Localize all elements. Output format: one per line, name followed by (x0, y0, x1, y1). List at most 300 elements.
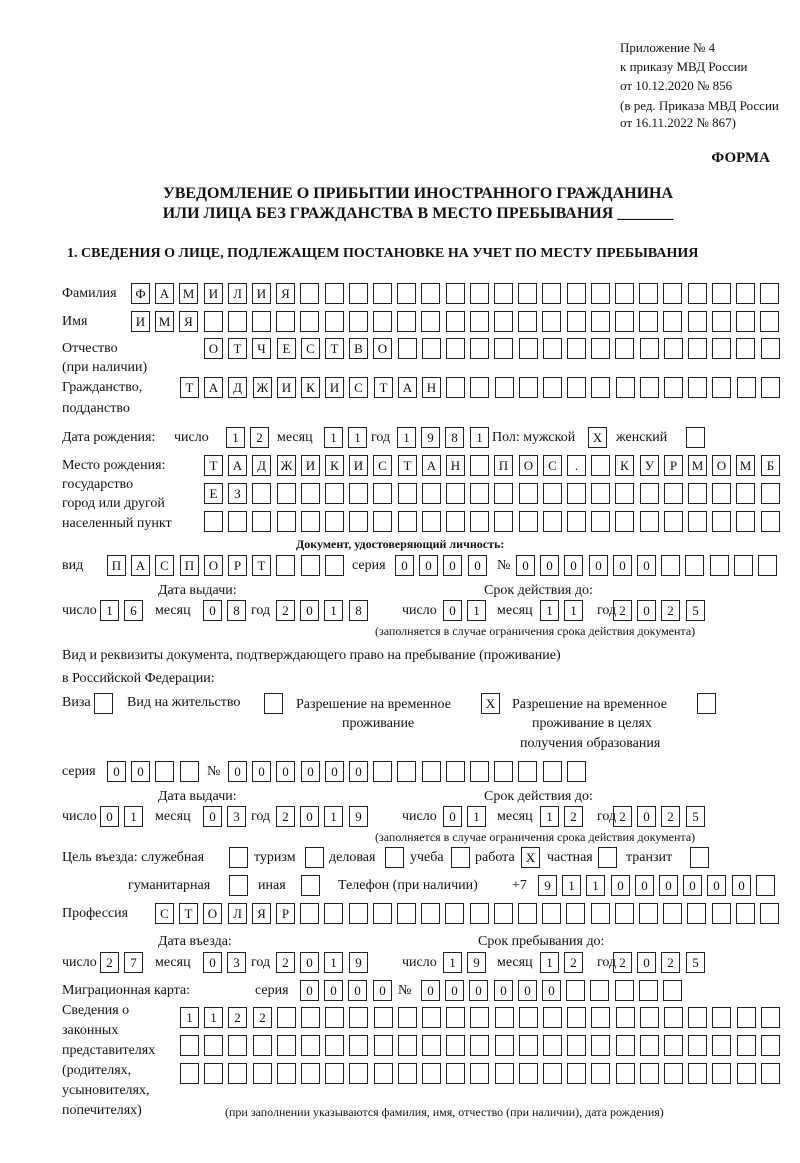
char-box (616, 1035, 635, 1056)
char-box (349, 1007, 368, 1028)
char-box (761, 483, 780, 504)
female-label: женский (616, 430, 668, 445)
transit-label: транзит (626, 850, 673, 865)
char-box (685, 555, 704, 576)
char-box: О (373, 338, 392, 359)
char-box (421, 311, 440, 332)
char-box (737, 1035, 756, 1056)
char-box (495, 377, 514, 398)
char-box: 0 (252, 761, 271, 782)
char-box: 1 (204, 1007, 223, 1028)
char-box (615, 980, 634, 1001)
char-box: И (301, 455, 320, 476)
char-box: Т (252, 555, 271, 576)
char-box (591, 311, 610, 332)
char-box: 1 (470, 427, 489, 448)
char-box (761, 1063, 780, 1084)
char-box (737, 1007, 756, 1028)
char-box: 0 (683, 875, 702, 896)
char-box (761, 338, 780, 359)
char-box (616, 377, 635, 398)
char-box (591, 1007, 610, 1028)
char-box: Р (664, 455, 683, 476)
char-box: И (277, 377, 296, 398)
char-box (276, 555, 295, 576)
char-box: 1 (348, 427, 367, 448)
char-box: 5 (686, 952, 705, 973)
char-box (712, 283, 731, 304)
char-box (470, 455, 489, 476)
char-box (446, 761, 465, 782)
char-box: М (179, 283, 198, 304)
char-box (422, 511, 441, 532)
char-box (712, 1035, 731, 1056)
char-box (155, 761, 174, 782)
char-box (228, 311, 247, 332)
char-box: Ф (131, 283, 150, 304)
study-label: учеба (410, 850, 444, 865)
char-box: Ч (252, 338, 271, 359)
char-box: 0 (443, 600, 462, 621)
char-box: Р (228, 555, 247, 576)
char-box (446, 1035, 465, 1056)
char-box: 0 (419, 555, 438, 576)
char-box (373, 283, 392, 304)
temp1-label: Разрешение на временное (296, 697, 451, 712)
char-box: О (204, 555, 223, 576)
char-box (664, 483, 683, 504)
tourism-label: туризм (254, 850, 296, 865)
char-box: 3 (227, 806, 246, 827)
char-box (615, 283, 634, 304)
char-box: 2 (253, 1007, 272, 1028)
char-box: 1 (467, 600, 486, 621)
year-label: год (251, 809, 271, 824)
char-box (470, 377, 489, 398)
char-box (397, 283, 416, 304)
char-box: 2 (613, 952, 632, 973)
number-label: № (398, 983, 412, 998)
char-box: У (640, 455, 659, 476)
char-box (615, 311, 634, 332)
reps3-label: представителях (62, 1043, 156, 1058)
char-box: 0 (443, 806, 462, 827)
char-box: Т (228, 338, 247, 359)
char-box (276, 311, 295, 332)
char-box (663, 903, 682, 924)
phone-label: Телефон (при наличии) (338, 878, 478, 893)
char-box: 0 (203, 600, 222, 621)
char-box: 9 (538, 875, 557, 896)
char-box (761, 377, 780, 398)
char-box (542, 311, 561, 332)
char-box (615, 338, 634, 359)
char-box: А (204, 377, 223, 398)
char-box (736, 283, 755, 304)
char-box: 0 (518, 980, 537, 1001)
char-box (374, 1063, 393, 1084)
residence-label: Вид на жительство (127, 695, 241, 710)
char-box (252, 483, 271, 504)
char-box (301, 511, 320, 532)
char-box (495, 1007, 514, 1028)
char-box (398, 1035, 417, 1056)
edu1-label: Разрешение на временное (512, 697, 667, 712)
char-box: 1 (564, 600, 583, 621)
char-box (422, 483, 441, 504)
char-box (398, 511, 417, 532)
reps1-label: Сведения о (62, 1003, 130, 1018)
char-box: П (107, 555, 126, 576)
char-box (519, 511, 538, 532)
char-box: 0 (443, 555, 462, 576)
char-box (760, 903, 779, 924)
char-box: 9 (349, 952, 368, 973)
char-box (229, 847, 248, 868)
char-box (664, 511, 683, 532)
char-box (264, 693, 283, 714)
char-box (470, 483, 489, 504)
char-box (374, 1007, 393, 1028)
char-box (301, 555, 320, 576)
char-box (518, 761, 537, 782)
order-date: от 10.12.2020 № 856 (620, 78, 733, 93)
char-box: Р (276, 903, 295, 924)
char-box: 1 (180, 1007, 199, 1028)
char-box (470, 511, 489, 532)
char-box (446, 283, 465, 304)
char-box (760, 311, 779, 332)
char-box (688, 311, 707, 332)
char-box: 2 (276, 806, 295, 827)
phone-prefix-label: +7 (512, 878, 527, 893)
char-box: Т (180, 377, 199, 398)
char-box: Б (761, 455, 780, 476)
char-box (373, 761, 392, 782)
char-box: 2 (661, 806, 680, 827)
char-box: В (349, 338, 368, 359)
valid-until-label: Срок действия до: (484, 789, 593, 804)
char-box: 0 (301, 761, 320, 782)
char-box: А (398, 377, 417, 398)
year-label: год (251, 955, 271, 970)
char-box (94, 693, 113, 714)
char-box (737, 1063, 756, 1084)
char-box (697, 693, 716, 714)
char-box (543, 761, 562, 782)
char-box: 0 (228, 761, 247, 782)
char-box (228, 511, 247, 532)
title-line2: ИЛИ ЛИЦА БЕЗ ГРАЖДАНСТВА В МЕСТО ПРЕБЫВАНИЯ _______ (162, 205, 674, 222)
char-box (422, 761, 441, 782)
char-box (639, 283, 658, 304)
char-box: С (155, 903, 174, 924)
char-box (445, 903, 464, 924)
month-label: месяц (497, 809, 533, 824)
char-box: Л (228, 283, 247, 304)
business-label: деловая (329, 850, 376, 865)
char-box (543, 338, 562, 359)
char-box: С (543, 455, 562, 476)
edu3-label: получения образования (520, 736, 661, 751)
char-box (639, 311, 658, 332)
birthplace2-label: государство (62, 477, 134, 492)
char-box: Т (374, 377, 393, 398)
char-box (758, 555, 777, 576)
char-box: 0 (540, 555, 559, 576)
char-box (761, 1035, 780, 1056)
char-box (598, 847, 617, 868)
char-box: 2 (250, 427, 269, 448)
char-box: 1 (324, 427, 343, 448)
char-box (591, 511, 610, 532)
char-box (518, 283, 537, 304)
char-box (277, 511, 296, 532)
char-box: К (615, 455, 634, 476)
char-box (446, 1063, 465, 1084)
char-box: 1 (324, 806, 343, 827)
id-doc-label: Документ, удостоверяющий личность: (296, 537, 505, 551)
char-box (446, 1007, 465, 1028)
char-box (180, 761, 199, 782)
validity-note-label: (заполняется в случае ограничения срока действия документа) (375, 624, 696, 638)
issue-date-label: Дата выдачи: (158, 789, 237, 804)
char-box (543, 1035, 562, 1056)
char-box: О (204, 338, 223, 359)
char-box (543, 1007, 562, 1028)
char-box: Т (398, 455, 417, 476)
profession-label: Профессия (62, 906, 129, 921)
char-box: 2 (100, 952, 119, 973)
day-label: число (62, 809, 97, 824)
char-box: 0 (732, 875, 751, 896)
char-box: И (325, 377, 344, 398)
char-box: М (736, 455, 755, 476)
char-box (640, 1007, 659, 1028)
char-box (615, 903, 634, 924)
char-box: О (519, 455, 538, 476)
char-box: 1 (324, 600, 343, 621)
char-box: 0 (589, 555, 608, 576)
char-box (494, 338, 513, 359)
char-box (688, 283, 707, 304)
char-box (664, 1063, 683, 1084)
char-box (385, 847, 404, 868)
month-label: месяц (155, 603, 191, 618)
char-box: 0 (659, 875, 678, 896)
char-box: С (349, 377, 368, 398)
char-box: Я (276, 283, 295, 304)
char-box: 1 (226, 427, 245, 448)
char-box (639, 903, 658, 924)
visa-label: Виза (62, 695, 91, 710)
char-box (736, 511, 755, 532)
char-box (277, 1063, 296, 1084)
char-box: 1 (100, 600, 119, 621)
char-box (688, 511, 707, 532)
char-box: 9 (349, 806, 368, 827)
char-box: 0 (348, 980, 367, 1001)
char-box (305, 847, 324, 868)
day-label: число (174, 430, 209, 445)
char-box: О (712, 455, 731, 476)
char-box (616, 1063, 635, 1084)
other-label: иная (258, 878, 286, 893)
char-box: 2 (228, 1007, 247, 1028)
reps6-label: попечителях) (62, 1103, 142, 1118)
char-box (324, 903, 343, 924)
char-box: Т (179, 903, 198, 924)
char-box: 0 (421, 980, 440, 1001)
char-box (736, 338, 755, 359)
char-box (446, 483, 465, 504)
work-label: работа (475, 850, 515, 865)
char-box: 2 (276, 952, 295, 973)
char-box (712, 1063, 731, 1084)
char-box (664, 1035, 683, 1056)
right-doc1-label: Вид и реквизиты документа, подтверждающего право на пребывание (проживание) (62, 648, 561, 663)
char-box (397, 311, 416, 332)
char-box (591, 1035, 610, 1056)
birthplace4-label: населенный пункт (62, 516, 172, 531)
stay-until-label: Срок пребывания до: (478, 934, 605, 949)
birthplace1-label: Место рождения: (62, 458, 166, 473)
char-box: 0 (445, 980, 464, 1001)
char-box (615, 483, 634, 504)
char-box (325, 483, 344, 504)
char-box (663, 283, 682, 304)
char-box (325, 1063, 344, 1084)
char-box: X (481, 693, 500, 714)
char-box: 0 (300, 600, 319, 621)
char-box (688, 1063, 707, 1084)
char-box (640, 511, 659, 532)
char-box (373, 483, 392, 504)
char-box: М (155, 311, 174, 332)
char-box (690, 847, 709, 868)
char-box (204, 1035, 223, 1056)
char-box (519, 1035, 538, 1056)
issue-date-label: Дата выдачи: (158, 583, 237, 598)
char-box (228, 1035, 247, 1056)
char-box (349, 1063, 368, 1084)
char-box: 2 (564, 806, 583, 827)
char-box (470, 903, 489, 924)
char-box: 0 (613, 555, 632, 576)
char-box (639, 980, 658, 1001)
day-label: число (62, 955, 97, 970)
char-box (494, 511, 513, 532)
char-box (518, 311, 537, 332)
char-box (710, 555, 729, 576)
char-box (325, 1035, 344, 1056)
char-box: 0 (516, 555, 535, 576)
char-box: 0 (635, 875, 654, 896)
char-box: 1 (540, 952, 559, 973)
char-box (567, 311, 586, 332)
char-box: 5 (686, 600, 705, 621)
char-box: 2 (613, 806, 632, 827)
char-box (228, 1063, 247, 1084)
char-box: Д (228, 377, 247, 398)
char-box (494, 311, 513, 332)
char-box (761, 1007, 780, 1028)
char-box (567, 377, 586, 398)
char-box: 0 (300, 806, 319, 827)
char-box: З (228, 483, 247, 504)
char-box (543, 1063, 562, 1084)
char-box (301, 483, 320, 504)
char-box: 8 (227, 600, 246, 621)
char-box (253, 1035, 272, 1056)
char-box (277, 483, 296, 504)
char-box (349, 311, 368, 332)
char-box (664, 1007, 683, 1028)
char-box (567, 1035, 586, 1056)
char-box (519, 377, 538, 398)
entry-date-label: Дата въезда: (158, 934, 232, 949)
char-box (591, 338, 610, 359)
number-label: № (497, 558, 511, 573)
char-box: . (567, 455, 586, 476)
char-box (470, 283, 489, 304)
reps-note-label: (при заполнении указываются фамилия, имя, отчество (при наличии), дата рождения) (225, 1105, 664, 1119)
char-box: О (203, 903, 222, 924)
char-box: А (155, 283, 174, 304)
char-box (494, 761, 513, 782)
char-box (325, 311, 344, 332)
char-box: 1 (562, 875, 581, 896)
char-box (615, 511, 634, 532)
char-box (301, 1007, 320, 1028)
name-label: Имя (62, 314, 88, 329)
char-box (591, 455, 610, 476)
char-box (640, 338, 659, 359)
birthplace3-label: город или другой (62, 496, 165, 511)
char-box (712, 311, 731, 332)
char-box (543, 511, 562, 532)
char-box (229, 875, 248, 896)
char-box (712, 377, 731, 398)
char-box (451, 847, 470, 868)
char-box: 0 (131, 761, 150, 782)
char-box: 2 (661, 952, 680, 973)
char-box: 0 (107, 761, 126, 782)
char-box: 9 (421, 427, 440, 448)
char-box (518, 903, 537, 924)
char-box (494, 483, 513, 504)
char-box: 0 (637, 952, 656, 973)
char-box (446, 311, 465, 332)
char-box (663, 311, 682, 332)
char-box (687, 903, 706, 924)
char-box (712, 1007, 731, 1028)
char-box (253, 1063, 272, 1084)
char-box (543, 377, 562, 398)
char-box (470, 1063, 489, 1084)
char-box (300, 311, 319, 332)
char-box (422, 338, 441, 359)
char-box: 8 (349, 600, 368, 621)
reps5-label: усыновителях, (62, 1083, 150, 1098)
char-box (566, 903, 585, 924)
char-box: 0 (373, 980, 392, 1001)
day-label: число (402, 603, 437, 618)
char-box (398, 1063, 417, 1084)
edu2-label: проживание в целях (532, 716, 652, 731)
char-box (519, 338, 538, 359)
char-box (688, 483, 707, 504)
